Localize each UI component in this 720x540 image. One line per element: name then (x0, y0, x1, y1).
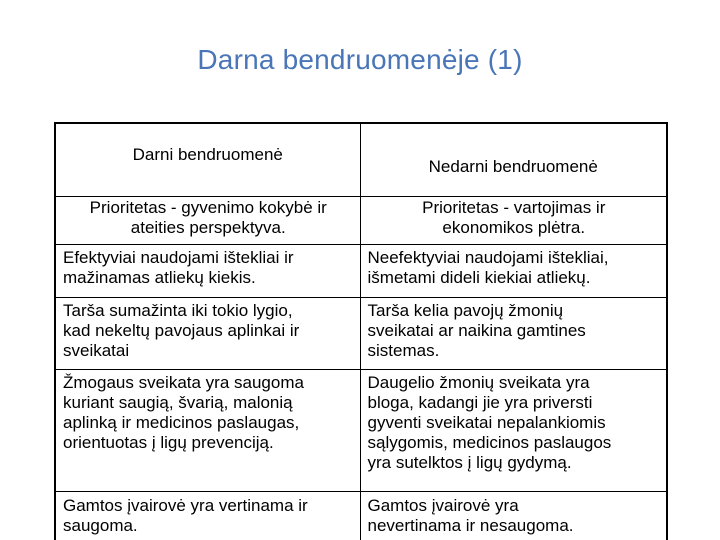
table-header-row (55, 123, 667, 197)
header-sustainable-community: Darni bendruomenė (55, 123, 360, 197)
comparison-table (54, 122, 668, 540)
resources-sustainable: Efektyviai naudojami ištekliai ir mažinamas atliekų kiekis. (55, 245, 360, 298)
pollution-unsustainable: Tarša kelia pavojų žmonių sveikatai ar naikina gamtines sistemas. (360, 298, 667, 370)
table-row (55, 370, 667, 492)
biodiversity-unsustainable: Gamtos įvairovė yra nevertinama ir nesaugoma. (360, 492, 667, 540)
priority-unsustainable: Prioritetas - vartojimas ir ekonomikos plėtra. (360, 197, 667, 245)
resources-unsustainable: Neefektyviai naudojami ištekliai, išmetami dideli kiekiai atliekų. (360, 245, 667, 298)
health-sustainable: Žmogaus sveikata yra saugoma kuriant saugią, švarią, malonią aplinką ir medicinos paslaugas, orientuotas į ligų prevenciją. (55, 370, 360, 492)
priority-sustainable: Prioritetas - gyvenimo kokybė ir ateities perspektyva. (55, 197, 360, 245)
table-row (55, 298, 667, 370)
biodiversity-sustainable: Gamtos įvairovė yra vertinama ir saugoma. (55, 492, 360, 540)
health-unsustainable: Daugelio žmonių sveikata yra bloga, kadangi jie yra priversti gyventi sveikatai nepalankiomis sąlygomis, medicinos paslaugos yra sutelktos į ligų gydymą. (360, 370, 667, 492)
header-unsustainable-community: Nedarni bendruomenė (360, 123, 667, 197)
pollution-sustainable: Tarša sumažinta iki tokio lygio, kad nekeltų pavojaus aplinkai ir sveikatai (55, 298, 360, 370)
table-row (55, 492, 667, 540)
priority-row (55, 197, 667, 245)
slide-title: Darna bendruomenėje (1) (197, 44, 523, 75)
table-row (55, 245, 667, 298)
